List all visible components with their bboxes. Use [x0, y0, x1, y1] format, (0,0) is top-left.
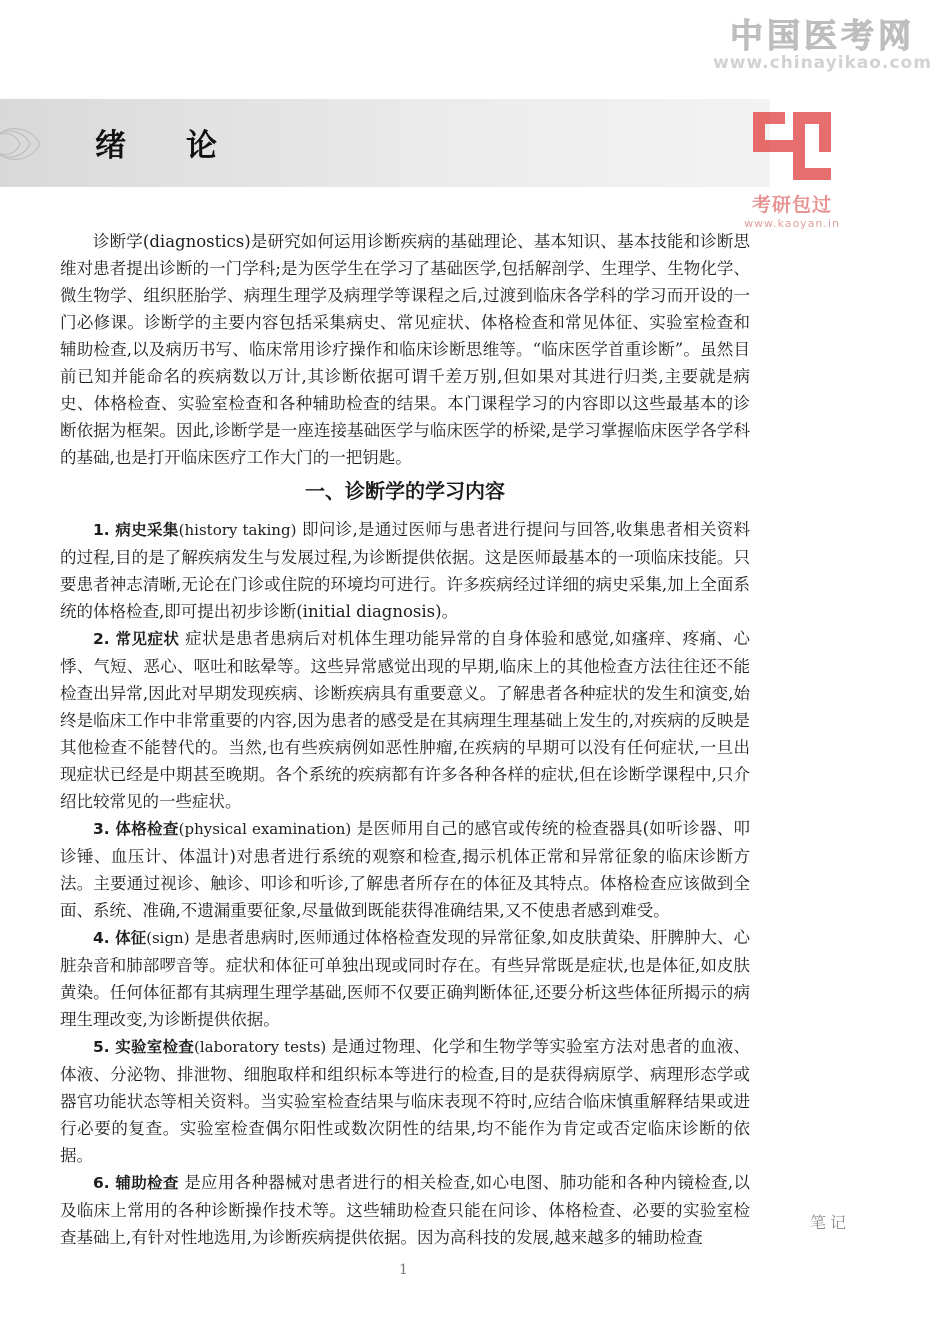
watermark-chinayikao-text: 中国医考网 [730, 16, 915, 55]
section-title: 一、诊断学的学习内容 [305, 479, 505, 503]
body-text [60, 228, 750, 1251]
item-body: 是患者患病时,医师通过体格检查发现的异常征象,如皮肤黄染、肝脾肿大、心脏杂音和肺部啰音等。症状和体征可单独出现或同时存在。有些异常既是症状,也是体征,如皮肤黄染。任何体征都有其病理生理学基础,医师不仅要正确判断体征,还要分析这些体征所揭示的病理生理改变,为诊断提供依据。 [60, 928, 750, 1029]
item-heading: 6. 辅助检查 [93, 1174, 179, 1192]
notes-margin-label: 笔记 [810, 1213, 851, 1232]
content-item [60, 924, 750, 1033]
item-english-term: (laboratory tests) [194, 1038, 327, 1056]
content-item [60, 1033, 750, 1169]
content-item [60, 1169, 750, 1251]
watermark-kaoyan-text: 考研包过 [751, 194, 832, 216]
item-english-term: (physical examination) [178, 820, 352, 838]
page-number: 1 [399, 1262, 408, 1278]
item-heading: 4. 体征 [93, 929, 147, 947]
content-item [60, 815, 750, 924]
watermark-kaoyan-url: www.kaoyan.in [744, 217, 840, 230]
chapter-title: 绪论 [95, 128, 277, 164]
decorative-swirl-icon [0, 104, 60, 184]
item-heading: 2. 常见症状 [93, 630, 180, 648]
watermark-chinayikao [700, 10, 945, 73]
item-heading: 1. 病史采集 [93, 521, 179, 539]
item-heading: 5. 实验室检查 [93, 1038, 195, 1056]
watermark-chinayikao-url: www.chinayikao.com [713, 53, 932, 73]
item-body: 症状是患者患病后对机体生理功能异常的自身体验和感觉,如瘙痒、疼痛、心悸、气短、恶心、呕吐和眩晕等。这些异常感觉出现的早期,临床上的其他检查方法往往还不能检查出异常,因此对早期发现疾病、诊断疾病具有重要意义。了解患者各种症状的发生和演变,始终是临床工作中非常重要的内容,因为患者的感受是在其病理生理基础上发生的,对疾病的反映是其他检查不能替代的。当然,也有些疾病例如恶性肿瘤,在疾病的早期可以没有任何症状,一旦出现症状已经是中期甚至晚期。各个系统的疾病都有许多各种各样的症状,但在诊断学课程中,只介绍比较常见的一些症状。 [60, 629, 750, 811]
watermark-kaoyan [742, 108, 842, 230]
content-item [60, 516, 750, 625]
intro-paragraph: 诊断学(diagnostics)是研究如何运用诊断疾病的基础理论、基本知识、基本技能和诊断思维对患者提出诊断的一门学科;是为医学生在学习了基础医学,包括解剖学、生理学、生物化学、微生物学、组织胚胎学、病理生理学及病理学等课程之后,过渡到临床各学科的学习而开设的一门必修课。诊断学的主要内容包括采集病史、常见症状、体格检查和常见体征、实验室检查和辅助检查,以及病历书写、临床常用诊疗操作和临床诊断思维等。“临床医学首重诊断”。虽然目前已知并能命名的疾病数以万计,其诊断依据可谓千差万别,但如果对其进行归类,主要就是病史、体格检查、实验室检查和各种辅助检查的结果。本门课程学习的内容即以这些最基本的诊断依据为框架。因此,诊断学是一座连接基础医学与临床医学的桥梁,是学习掌握临床医学各学科的基础,也是打开临床医疗工作大门的一把钥匙。 [60, 232, 750, 467]
item-body: 是医师用自己的感官或传统的检查器具(如听诊器、叩诊锤、血压计、体温计)对患者进行系统的观察和检查,揭示机体正常和异常征象的临床诊断方法。主要通过视诊、触诊、叩诊和听诊,了解患者所存在的体征及其特点。体格检查应该做到全面、系统、准确,不遗漏重要征象,尽量做到既能获得准确结果,又不使患者感到难受。 [60, 819, 751, 920]
item-english-term: (sign) [146, 929, 190, 947]
kaoyan-logo-icon [749, 108, 835, 184]
item-body: 是通过物理、化学和生物学等实验室方法对患者的血液、体液、分泌物、排泄物、细胞取样和组织标本等进行的检查,目的是获得病原学、病理形态学或器官功能状态等相关资料。当实验室检查结果与临床表现不符时,应结合临床慎重解释结果或进行必要的复查。实验室检查偶尔阳性或数次阴性的结果,均不能作为肯定或否定临床诊断的依据。 [60, 1037, 750, 1165]
item-heading: 3. 体格检查 [93, 820, 179, 838]
content-item [60, 625, 750, 815]
item-body: 即问诊,是通过医师与患者进行提问与回答,收集患者相关资料的过程,目的是了解疾病发生与发展过程,为诊断提供依据。这是医师最基本的一项临床技能。只要患者神志清晰,无论在门诊或住院的环境均可进行。许多疾病经过详细的病史采集,加上全面系统的体格检查,即可提出初步诊断(initial diagnosis)。 [60, 520, 750, 621]
item-body: 是应用各种器械对患者进行的相关检查,如心电图、肺功能和各种内镜检查,以及临床上常用的各种诊断操作技术等。这些辅助检查只能在问诊、体格检查、必要的实验室检查基础上,有针对性地选用,为诊断疾病提供依据。因为高科技的发展,越来越多的辅助检查 [60, 1173, 750, 1247]
item-english-term: (history taking) [178, 521, 297, 539]
